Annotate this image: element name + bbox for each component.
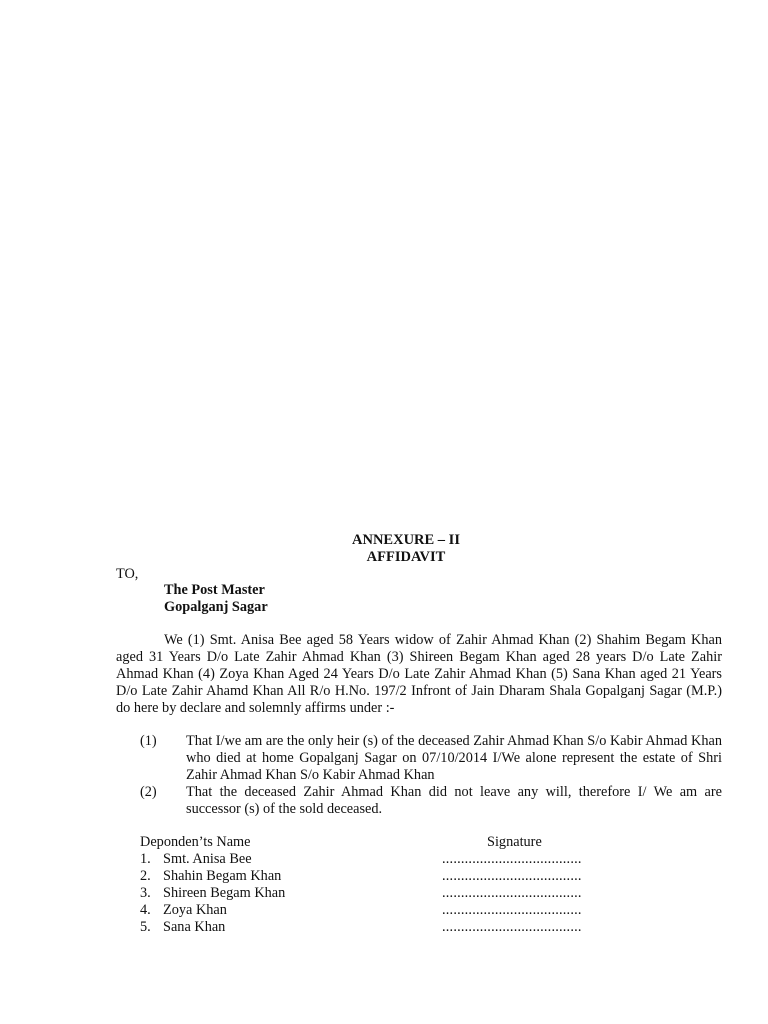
- dependent-number: 2.: [140, 868, 151, 884]
- signature-header: Signature: [487, 834, 542, 850]
- dependent-name: Sana Khan: [163, 919, 226, 935]
- address-line-1: The Post Master: [164, 582, 265, 598]
- point-2: [116, 784, 722, 818]
- signature-line: .....................................: [442, 885, 582, 901]
- dependent-row: [140, 868, 600, 885]
- dependent-row: [140, 919, 600, 936]
- dependent-number: 4.: [140, 902, 151, 918]
- signature-line: .....................................: [442, 851, 582, 867]
- signature-line: .....................................: [442, 868, 582, 884]
- dependent-number: 1.: [140, 851, 151, 867]
- dependent-name: Smt. Anisa Bee: [163, 851, 252, 867]
- dependent-name: Shireen Begam Khan: [163, 885, 286, 901]
- address-line-2: Gopalganj Sagar: [164, 599, 268, 615]
- dependent-number: 5.: [140, 919, 151, 935]
- affidavit-title: AFFIDAVIT: [366, 549, 446, 565]
- annexure-title: ANNEXURE – II: [352, 532, 460, 548]
- dependent-name: Zoya Khan: [163, 902, 227, 918]
- dependent-number: 3.: [140, 885, 151, 901]
- to-label: TO,: [116, 566, 139, 582]
- point-number: (2): [140, 784, 157, 800]
- dependents-name-header: Deponden’ts Name: [140, 834, 251, 850]
- dependent-name: Shahin Begam Khan: [163, 868, 282, 884]
- point-text: That I/we am are the only heir (s) of the deceased Zahir Ahmad Khan S/o Kabir Ahmad Khan who died at home Gopalganj Sagar on 07/10/2014 I/We alone represent the estate of Shri Zahir Ahmad Khan S/o Kabir Ahmad Khan: [186, 733, 722, 783]
- dependent-row: [140, 851, 600, 868]
- point-number: (1): [140, 733, 157, 749]
- declaration-paragraph: We (1) Smt. Anisa Bee aged 58 Years widow of Zahir Ahmad Khan (2) Shahim Begam Khan aged 31 Years D/o Late Zahir Ahmad Khan (3) Shireen Begam Khan aged 28 years D/o Late Zahir Ahmad Khan (4) Zoya Khan Aged 24 Years D/o Late Zahir Ahmad Khan (5) Sana Khan aged 21 Years D/o Late Zahir Ahamd Khan All R/o H.No. 197/2 Infront of Jain Dharam Shala Gopalganj Sagar (M.P.) do here by declare and solemnly affirms under :-: [116, 632, 722, 716]
- point-1: [116, 733, 722, 784]
- signature-line: .....................................: [442, 919, 582, 935]
- point-text: That the deceased Zahir Ahmad Khan did not leave any will, therefore I/ We am are successor (s) of the sold deceased.: [186, 784, 722, 817]
- signature-line: .....................................: [442, 902, 582, 918]
- dependent-row: [140, 885, 600, 902]
- dependent-row: [140, 902, 600, 919]
